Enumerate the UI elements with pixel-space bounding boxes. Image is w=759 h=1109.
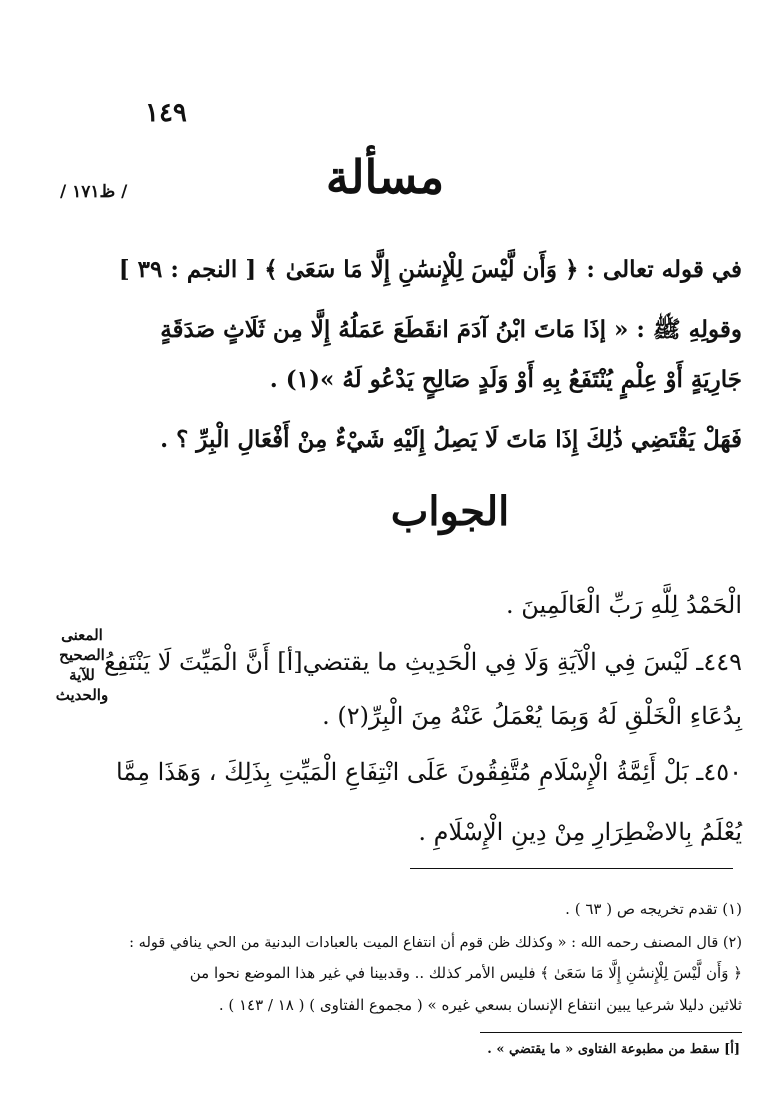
answer-line: يُعْلَمُ بِالاضْطِرَارِ مِنْ دِينِ الْإِسْلَامِ .: [418, 818, 742, 846]
footnote: (١) تقدم تخريجه ص ( ٦٣ ) .: [565, 900, 742, 918]
answer-line: بِدُعَاءِ الْخَلْقِ لَهُ وَبِمَا يُعْمَلُ عَنْهُ مِنَ الْبِرِّ(٢) .: [322, 702, 742, 730]
margin-note: [40, 625, 124, 705]
footnote: ثلاثين دليلا شرعيا يبين انتفاع الإنسان بسعي غيره » ( مجموع الفتاوى ) ( ١٨ / ١٤٣ ) .: [218, 996, 742, 1014]
footnote: (٢) قال المصنف رحمه الله : « وكذلك ظن قوم أن انتفاع الميت بالعبادات البدنية من الحي ينافي قوله :: [129, 935, 742, 951]
margin-note-line: والحديث: [55, 686, 109, 704]
editorial-divider: [480, 1032, 742, 1033]
answer-praise: الْحَمْدُ لِلَّهِ رَبِّ الْعَالَمِينَ .: [506, 591, 742, 619]
manuscript-reference: / ظ١٧١ /: [60, 182, 128, 202]
question-line: فَهَلْ يَقْتَضِي ذَٰلِكَ إِذَا مَاتَ لَا يَصِلُ إِلَيْهِ شَيْءٌ مِنْ أَفْعَالِ الْبِرِّ ؟ .: [160, 426, 742, 453]
question-line: وقولِهِ ﷺ : « إذَا مَاتَ ابْنُ آدَمَ انقَطَعَ عَمَلُهُ إِلَّا مِن ثَلَاثٍ صَدَقَةٍ: [160, 316, 742, 343]
page-number: ١٤٩: [145, 98, 187, 128]
footnote-divider: [410, 868, 733, 869]
margin-note-line: المعنى: [61, 626, 103, 644]
answer-line: ٤٤٩ـ لَيْسَ فِي الْآيَةِ وَلَا فِي الْحَدِيثِ ما يقتضي[أ] أَنَّ الْمَيِّتَ لَا يَنْتَفِعُ: [103, 648, 742, 676]
question-heading: مسألة: [325, 150, 445, 204]
margin-note-line: الصحيح: [59, 646, 105, 664]
question-line: في قوله تعالى : ﴿ وَأَن لَّيْسَ لِلْإِنسَٰنِ إِلَّا مَا سَعَىٰ ﴾ [ النجم : ٣٩ ]: [118, 256, 742, 283]
answer-heading: الجواب: [390, 488, 510, 535]
question-line: جَارِيَةٍ أَوْ عِلْمٍ يُنْتَفَعُ بِهِ أَوْ وَلَدٍ صَالِحٍ يَدْعُو لَهُ »(١) .: [269, 366, 742, 393]
editorial-note: [أ] سقط من مطبوعة الفتاوى « ما يقتضي » .: [487, 1042, 740, 1057]
footnote: ﴿ وَأَن لَّيْسَ لِلْإِنسَٰنِ إِلَّا مَا سَعَىٰ ﴾ فليس الأمر كذلك .. وقدبينا في غير هذا الموضع نحوا من: [189, 964, 742, 982]
margin-note-line: للآية: [69, 666, 95, 684]
answer-line: ٤٥٠ـ بَلْ أَئِمَّةُ الْإِسْلَامِ مُتَّفِقُونَ عَلَى انْتِفَاعِ الْمَيِّتِ بِذَلِكَ ، وَهَذَا مِمَّا: [115, 758, 742, 786]
